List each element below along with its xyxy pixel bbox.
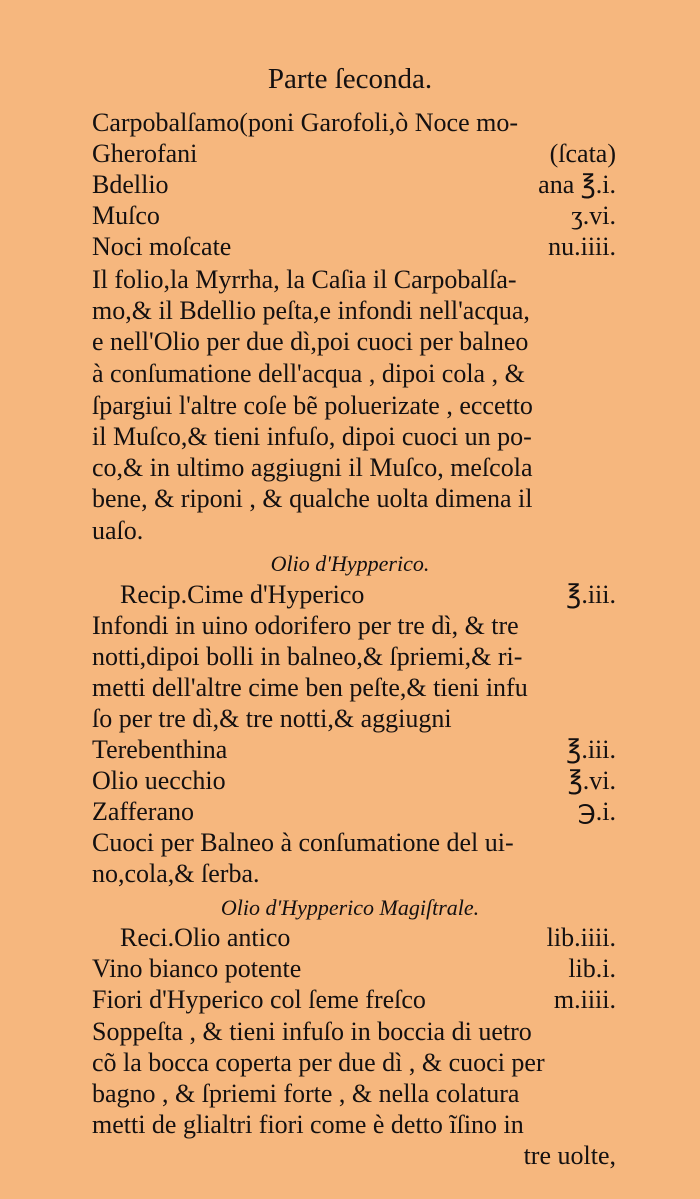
ingredient-quantity: ana ℥.i.	[538, 170, 616, 199]
section-heading: Olio d'Hypperico.	[270, 551, 430, 576]
ingredient-quantity: lib.iiii.	[546, 923, 616, 952]
text-line: metti de glialtri fiori come è detto ĩſino in	[92, 1110, 524, 1139]
text-line: mo,& il Bdellio peſta,e infondi nell'acqua,	[92, 296, 530, 325]
text-line: no,cola,& ſerba.	[92, 859, 260, 888]
recipe-ingredient-line	[92, 984, 616, 1016]
ingredient-quantity: ʒ.vi.	[571, 201, 616, 230]
ingredient-name: Zafferano	[92, 797, 195, 826]
ingredient-name: Reci.Olio antico	[120, 923, 291, 952]
ingredient-quantity: ℥.iii.	[566, 580, 616, 609]
ingredient-name: Fiori d'Hyperico col ſeme freſco	[92, 985, 426, 1014]
ingredient-name: Terebenthina	[92, 735, 228, 764]
text-line: cõ la bocca coperta per due dì , & cuoci per	[92, 1048, 545, 1077]
text-line: il Muſco,& tieni infuſo, dipoi cuoci un po-	[92, 422, 532, 451]
text-line: uaſo.	[92, 516, 144, 545]
recipe-ingredient-line	[92, 231, 616, 263]
text-line: ſo per tre dì,& tre notti,& aggiugni	[92, 704, 452, 733]
section-heading: Olio d'Hypperico Magiſtrale.	[220, 895, 480, 920]
text-line: notti,dipoi bolli in balneo,& ſpriemi,& ri-	[92, 642, 523, 671]
text-line: bene, & riponi , & qualche uolta dimena il	[92, 484, 533, 513]
recipe-ingredient-line	[92, 169, 616, 201]
ingredient-quantity: (ſcata)	[549, 139, 616, 168]
ingredient-name: Bdellio	[92, 170, 169, 199]
ingredient-quantity: ℥.iii.	[566, 735, 616, 764]
text-line: Cuoci per Balneo à conſumatione del ui-	[92, 828, 514, 857]
ingredient-quantity: nu.iiii.	[548, 232, 616, 261]
page-header: Parte ſeconda.	[267, 63, 433, 95]
text-line: Infondi in uino odorifero per tre dì, & tre	[92, 611, 519, 640]
recipe-ingredient-line	[92, 765, 616, 797]
ingredient-quantity: lib.i.	[568, 954, 616, 983]
recipe-ingredient-line	[92, 579, 616, 611]
ingredient-name: Noci moſcate	[92, 232, 232, 261]
text-line: à conſumatione dell'acqua , dipoi cola , &	[92, 359, 525, 388]
ingredient-name: Gherofani	[92, 139, 198, 168]
text-line: Soppeſta , & tieni infuſo in boccia di uetro	[92, 1017, 532, 1046]
text-line: co,& in ultimo aggiugni il Muſco, meſcola	[92, 453, 533, 482]
ingredient-name: Vino bianco potente	[92, 954, 302, 983]
recipe-ingredient-line	[92, 922, 616, 954]
text-line: bagno , & ſpriemi forte , & nella colatura	[92, 1079, 520, 1108]
recipe-ingredient-line	[92, 200, 616, 232]
catchword: tre uolte,	[523, 1141, 616, 1170]
ingredient-quantity: m.iiii.	[553, 985, 616, 1014]
recipe-ingredient-line	[92, 138, 616, 170]
ingredient-name: Recip.Cime d'Hyperico	[120, 580, 365, 609]
ingredient-name: Muſco	[92, 201, 160, 230]
text-line: ſpargiui l'altre coſe bẽ poluerizate , eccetto	[92, 391, 533, 420]
text-line: e nell'Olio per due dì,poi cuoci per balneo	[92, 327, 529, 356]
ingredient-name: Olio uecchio	[92, 766, 226, 795]
ingredient-quantity: ℥.vi.	[567, 766, 616, 795]
recipe-ingredient-line	[92, 734, 616, 766]
text-line: metti dell'altre cime ben peſte,& tieni infu	[92, 673, 528, 702]
recipe-ingredient-line	[92, 953, 616, 985]
text-line: Carpobalſamo(poni Garofoli,ò Noce mo-	[92, 108, 518, 137]
recipe-ingredient-line	[92, 796, 616, 828]
text-line: Il folio,la Myrrha, la Caſia il Carpobalſa-	[92, 265, 517, 294]
ingredient-quantity: ℈.i.	[577, 797, 616, 826]
